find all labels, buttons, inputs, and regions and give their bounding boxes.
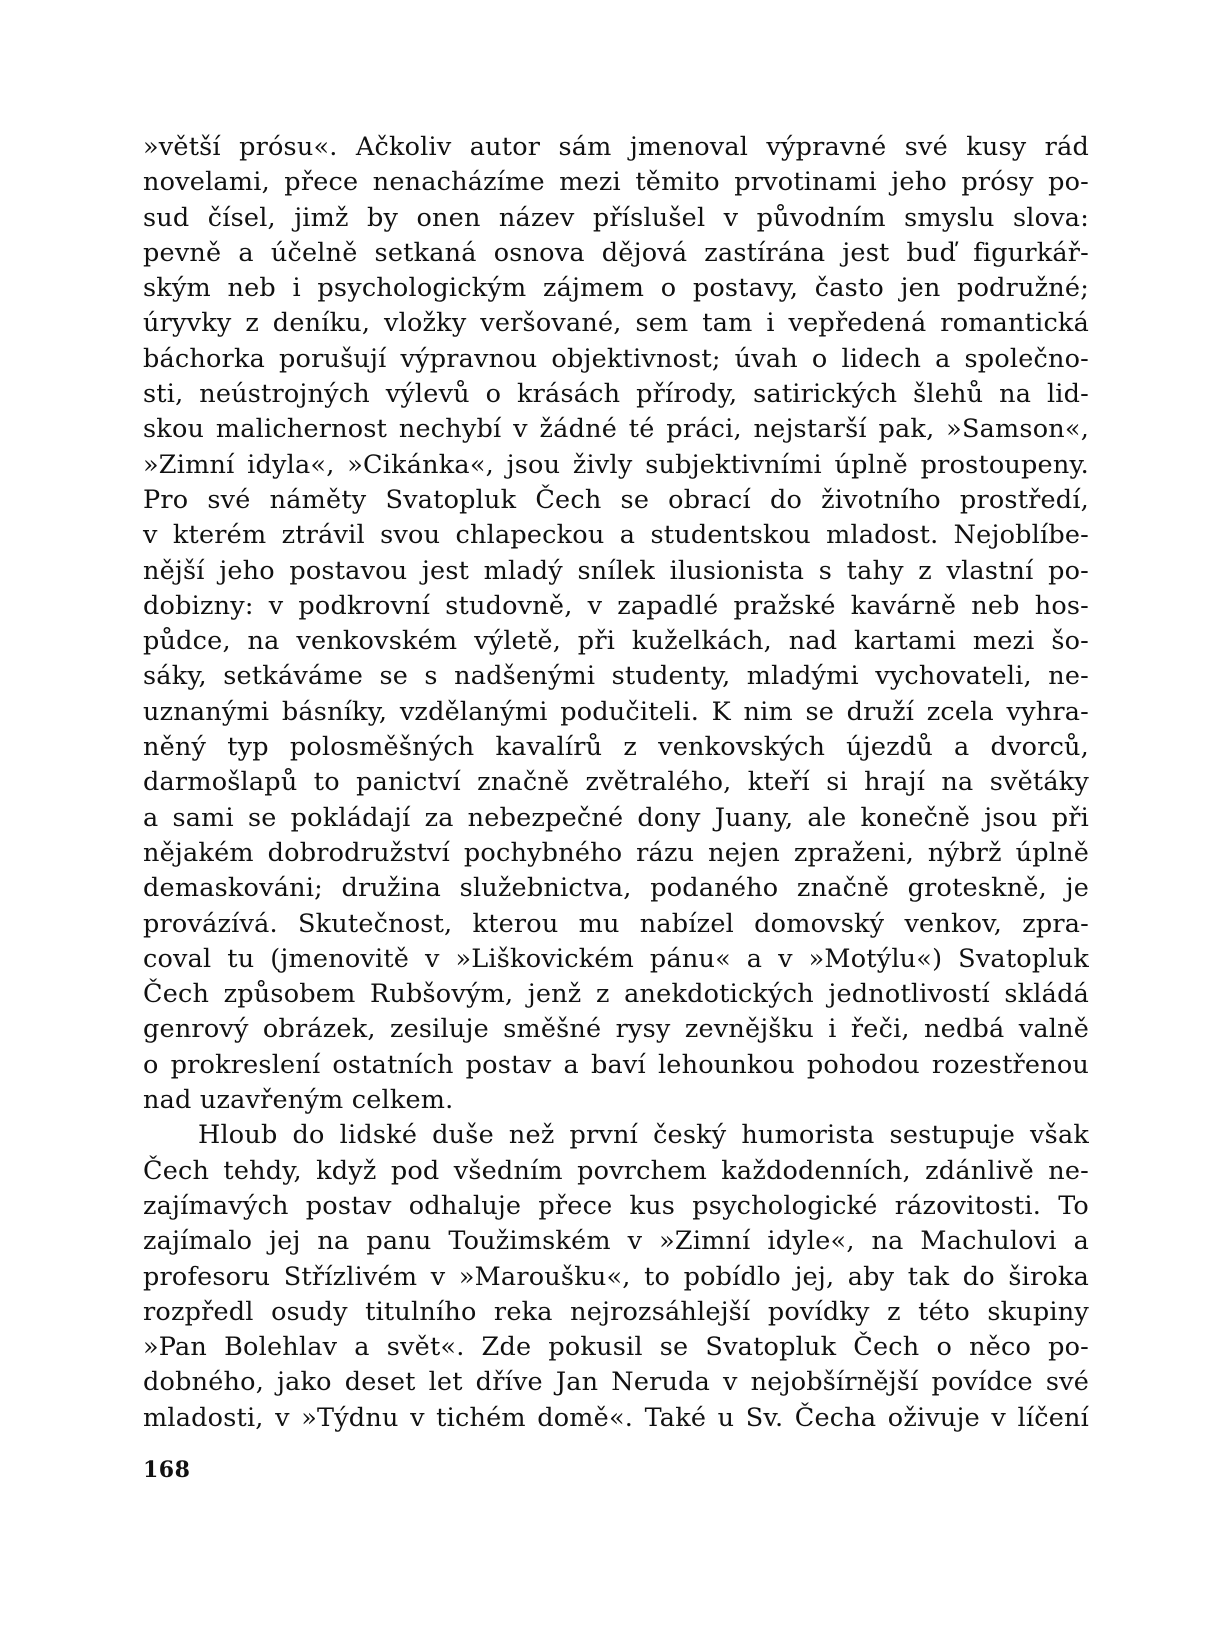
text-line: skou malichernost nechybí v žádné té práci, nejstarší pak, »Samson«, [143, 414, 1089, 445]
text-line: zajímavých postav odhaluje přece kus psychologické rázovitosti. To [143, 1190, 1089, 1221]
text-line: coval tu (jmenovitě v »Liškovickém pánu« a v »Motýlu«) Svatopluk [143, 943, 1089, 974]
text-line: Čech tehdy, když pod všedním povrchem každodenních, zdánlivě ne- [143, 1155, 1089, 1186]
text-line: a sami se pokládají za nebezpečné dony Juany, ale konečně jsou při [143, 802, 1089, 833]
text-line: nější jeho postavou jest mladý snílek ilusionista s tahy z vlastní po- [143, 555, 1089, 586]
text-line: uznanými básníky, vzdělanými podučiteli. K nim se druží zcela vyhra- [143, 696, 1089, 727]
text-line: provázívá. Skutečnost, kterou mu nabízel domovský venkov, zpra- [143, 908, 1089, 939]
paragraph-2 [143, 1118, 1089, 1436]
text-line: profesoru Střízlivém v »Maroušku«, to pobídlo jej, aby tak do široka [143, 1261, 1089, 1292]
text-line: dobizny: v podkrovní studovně, v zapadlé pražské kavárně neb hos- [143, 590, 1089, 621]
page-number: 168 [143, 1457, 191, 1483]
text-line: Hloub do lidské duše než první český humorista sestupuje však [198, 1120, 1089, 1151]
text-line: nad uzavřeným celkem. [143, 1085, 454, 1116]
text-line: rozpředl osudy titulního reka nejrozsáhlejší povídky z této skupiny [143, 1296, 1089, 1327]
text-line: dobného, jako deset let dříve Jan Neruda v nejobšírnější povídce své [143, 1367, 1089, 1398]
text-line: půdce, na venkovském výletě, při kuželkách, nad kartami mezi šo- [143, 626, 1089, 657]
text-line: Pro své náměty Svatopluk Čech se obrací do životního prostředí, [143, 484, 1089, 515]
text-line: o prokreslení ostatních postav a baví lehounkou pohodou rozestřenou [143, 1049, 1089, 1080]
text-line: »Pan Bolehlav a svět«. Zde pokusil se Svatopluk Čech o něco po- [143, 1332, 1089, 1363]
text-line: Čech způsobem Rubšovým, jenž z anekdotických jednotlivostí skládá [143, 979, 1089, 1010]
text-line: novelami, přece nenacházíme mezi těmito prvotinami jeho prósy po- [143, 167, 1089, 198]
text-line: něný typ polosměšných kavalírů z venkovských újezdů a dvorců, [143, 732, 1089, 763]
text-line: »větší prósu«. Ačkoliv autor sám jmenoval výpravné své kusy rád [143, 132, 1089, 162]
text-line: zajímalo jej na panu Toužimském v »Zimní idyle«, na Machulovi a [143, 1226, 1089, 1257]
text-line: pevně a účelně setkaná osnova dějová zastírána jest buď figurkář- [143, 237, 1089, 268]
text-line: v kterém ztrávil svou chlapeckou a studentskou mladost. Nejoblíbe- [143, 520, 1089, 551]
text-line: mladosti, v »Týdnu v tichém domě«. Také u Sv. Čecha oživuje v líčení [143, 1402, 1089, 1433]
text-line: sáky, setkáváme se s nadšenými studenty, mladými vychovateli, ne- [143, 661, 1089, 692]
text-line: »Zimní idyla«, »Cikánka«, jsou živly subjektivními úplně prostoupeny. [143, 449, 1089, 480]
text-line: darmošlapů to panictví značně zvětralého, kteří si hrají na světáky [143, 767, 1089, 798]
text-line: genrový obrázek, zesiluje směšné rysy zevnějšku i řeči, nedbá valně [143, 1014, 1089, 1045]
text-line: sti, neústrojných výlevů o krásách přírody, satirických šlehů na lid- [143, 379, 1089, 410]
text-line: demaskováni; družina služebnictva, podaného značně groteskně, je [143, 873, 1089, 904]
text-line: úryvky z deníku, vložky veršované, sem tam i vepředená romantická [143, 308, 1089, 339]
paragraph-1 [143, 130, 1089, 1118]
text-line: ským neb i psychologickým zájmem o postavy, často jen podružné; [143, 273, 1089, 304]
text-line: nějakém dobrodružství pochybného rázu nejen zpraženi, nýbrž úplně [143, 837, 1089, 868]
text-line: sud čísel, jimž by onen název příslušel v původním smyslu slova: [143, 202, 1089, 233]
text-line: báchorka porušují výpravnou objektivnost; úvah o lidech a společno- [143, 343, 1089, 374]
body-text [143, 130, 1089, 1436]
